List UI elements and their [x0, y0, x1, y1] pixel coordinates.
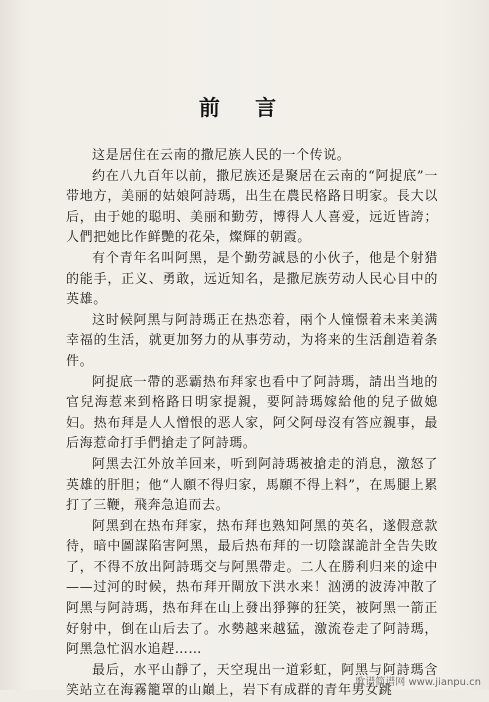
paragraph-3: 有个青年名叫阿黑，是个勤劳誠恳的小伙子，他是个射猎的能手，正义、勇敢，远近知名，是撒尼族劳动人民心目中的英雄。: [66, 250, 438, 308]
page-title: 前 言: [198, 95, 291, 120]
paragraph-8: 最后，水平山靜了，天空現出一道彩虹，阿黑与阿詩瑪含笑站立在海霧籠罩的山巔上，岩下有成群的青年男女跳: [66, 662, 438, 699]
watermark-footer: 歌谱简谱网 www.jianpu.cn: [355, 677, 481, 688]
paragraph-1: 这是居住在云南的撒尼族人民的一个传说。: [92, 148, 351, 163]
paragraph-2: 约在八九百年以前，撒尼族还是聚居在云南的“阿捉底”一带地方，美丽的姑娘阿詩瑪，出生在農民格路日明家。長大以后，由于她的聪明、美丽和勤劳，博得人人喜爱，远近皆誇；人們把她比作鲜艷的花朵，燦輝的朝霞。: [66, 168, 438, 246]
paragraph-7: 阿黑到在热布拜家，热布拜也熟知阿黑的英名，遂假意款待，暗中圖謀陷害阿黑，最后热布拜的一切陰謀詭計全告失敗了，不得不放出阿詩瑪交与阿黑帶走。二人在勝利归来的途中——过河的时候，热布拜开閘放下洪水来！汹湧的波涛冲散了阿黑与阿詩瑪，热布拜在山上發出猙獰的狂笑，被阿黑一箭正好射中，倒在山后去了。水勢越来越猛，激流卷走了阿詩瑪，阿黑急忙泅水追趕……: [66, 518, 438, 658]
paragraph-6: 阿黑去江外放羊回来，听到阿詩瑪被搶走的消息，激怒了英雄的肝胆；他“人願不得归家，馬願不得上料”，在馬腿上累打了三鞭，飛奔急追而去。: [66, 456, 438, 514]
paragraph-5: 阿捉底一帶的恶霸热布拜家也看中了阿詩瑪，請出当地的官兒海惹来到格路日明家提親，要阿詩瑪嫁給他的兒子做媳妇。热布拜是人人憎恨的恶人家，阿父阿母沒有答应親事，最后海惹命打手們搶走了阿詩瑪。: [66, 374, 438, 452]
paragraph-4: 这时候阿黑与阿詩瑪正在热恋着，兩个人憧憬着未来美满幸福的生活，就更加努力的从事劳动，为将来的生活創造着条件。: [66, 312, 438, 369]
preface-body: [66, 146, 438, 702]
